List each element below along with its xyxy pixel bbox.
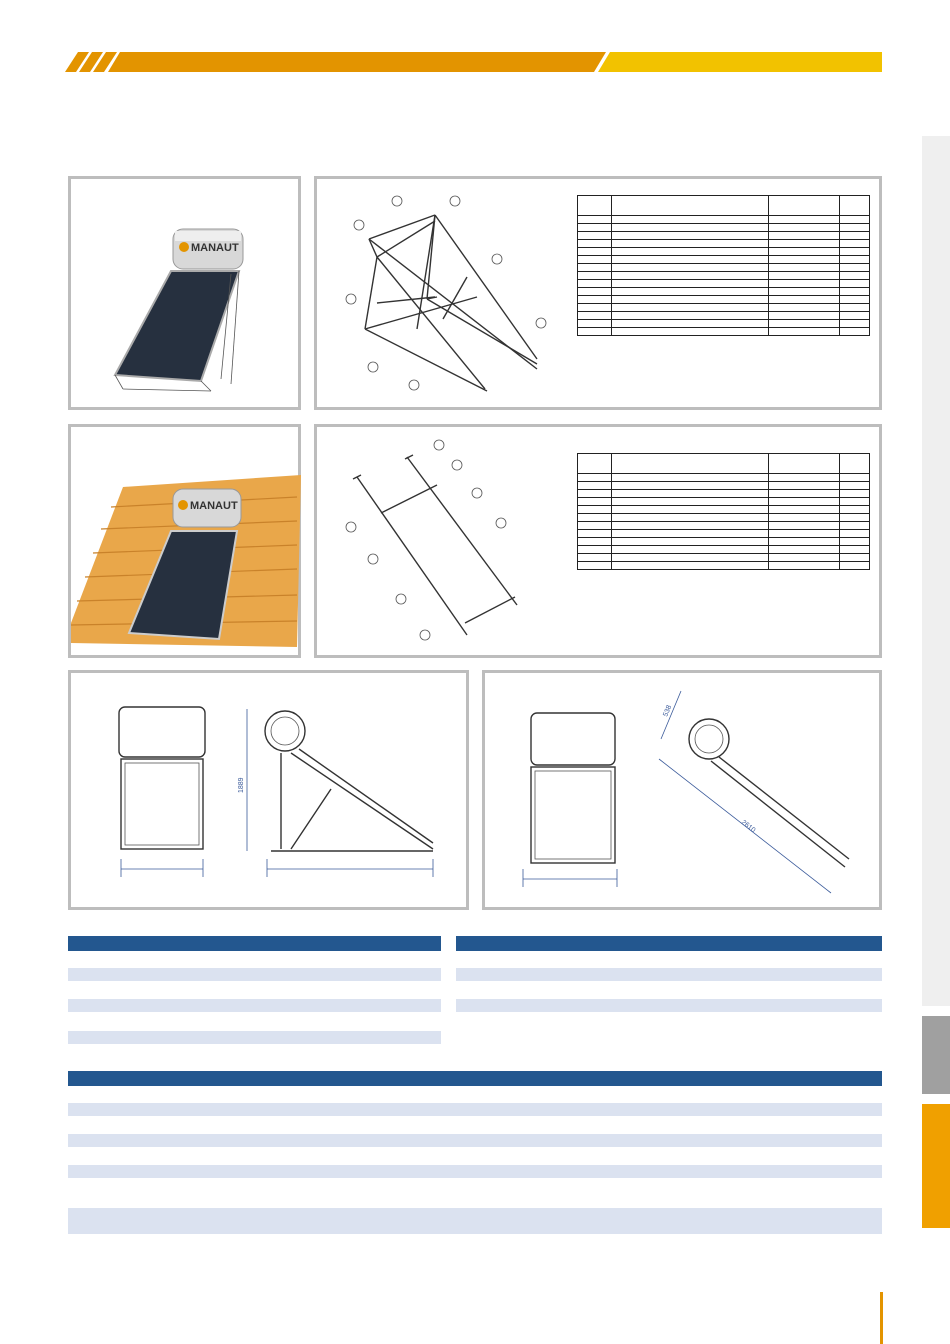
parts-table-row [578, 522, 870, 530]
spec-table-left-header [68, 936, 441, 951]
parts-table-row [578, 498, 870, 506]
parts-table-row [578, 320, 870, 328]
spec-left-row-2 [68, 999, 441, 1012]
spec-full-row-2 [68, 1134, 882, 1147]
parts-table-2 [577, 453, 870, 570]
spec-right-row-2 [456, 999, 882, 1012]
dim-height: 1889 [238, 777, 245, 793]
parts-table-row [578, 264, 870, 272]
dimension-drawing-tiled [485, 673, 879, 907]
stripe-orange-band [108, 52, 606, 72]
parts-table-row [578, 530, 870, 538]
spec-left-row-1 [68, 968, 441, 981]
side-tab-light [922, 136, 950, 1006]
spec-table-right-header [456, 936, 882, 951]
photo-logo-2: MANAUT [190, 500, 238, 512]
parts-table-row [578, 304, 870, 312]
parts-table-row [578, 272, 870, 280]
dimension-panel-tiled [482, 670, 882, 910]
dimension-drawing-flat [71, 673, 466, 907]
spec-left-row-3 [68, 1031, 441, 1044]
parts-table-row [578, 506, 870, 514]
parts-table-row [578, 280, 870, 288]
photo-panel-flat [68, 176, 301, 410]
spec-full-row-3 [68, 1165, 882, 1178]
parts-table-row [578, 474, 870, 482]
parts-table-row [578, 256, 870, 264]
parts-table-row [578, 538, 870, 546]
parts-table-row [578, 216, 870, 224]
spec-right-row-1 [456, 968, 882, 981]
frame-parts-panel-1 [314, 176, 882, 410]
side-tab-gray [922, 1016, 950, 1094]
parts-table-row [578, 546, 870, 554]
dim-tank: 538 [662, 704, 674, 718]
parts-table-row [578, 312, 870, 320]
dimension-panel-flat [68, 670, 469, 910]
parts-table-row [578, 240, 870, 248]
parts-table-row [578, 454, 870, 474]
parts-table-row [578, 232, 870, 240]
parts-table-row [578, 562, 870, 570]
spec-table-full-header [68, 1071, 882, 1086]
stripe-yellow-band [598, 52, 882, 72]
parts-table-row [578, 490, 870, 498]
spec-full-row-1 [68, 1103, 882, 1116]
parts-table-row [578, 288, 870, 296]
frame-parts-panel-2 [314, 424, 882, 658]
tiled-roof-photo [71, 427, 298, 655]
photo-logo-1: MANAUT [191, 242, 239, 254]
solar-heater-photo [71, 179, 298, 407]
spec-full-row-4 [68, 1208, 882, 1234]
page-marker [880, 1292, 883, 1344]
parts-table-row [578, 224, 870, 232]
parts-table-row [578, 514, 870, 522]
dim-length: 2610 [739, 819, 757, 835]
parts-table-row [578, 554, 870, 562]
photo-panel-tiled [68, 424, 301, 658]
parts-table-row [578, 328, 870, 336]
parts-table-1 [577, 195, 870, 336]
parts-table-row [578, 196, 870, 216]
parts-table-row [578, 248, 870, 256]
parts-table-row [578, 482, 870, 490]
header-stripe [0, 0, 950, 80]
parts-table-row [578, 296, 870, 304]
side-tab-orange [922, 1104, 950, 1228]
